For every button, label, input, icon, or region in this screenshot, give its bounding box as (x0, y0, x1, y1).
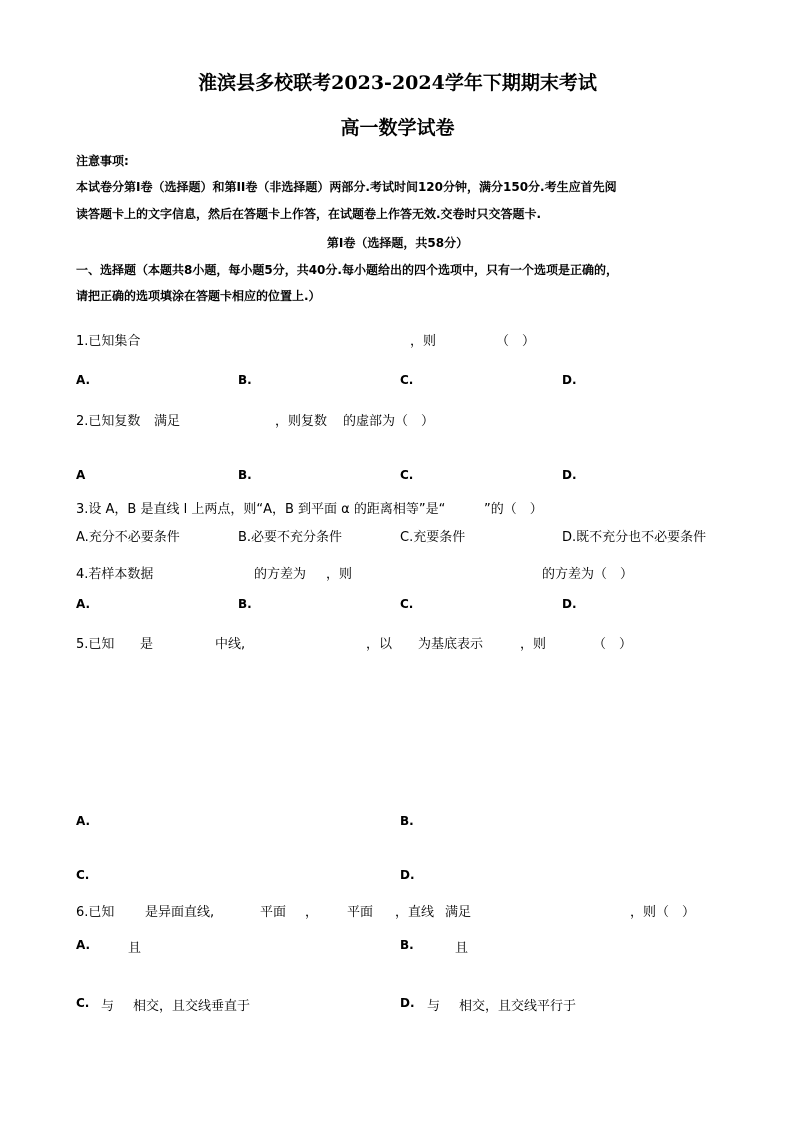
question-4-text: 4.若样本数据 (76, 567, 154, 582)
section-title: 第I卷（选择题，共58分） (326, 236, 469, 250)
option-a: A. (76, 814, 91, 828)
question-6-text: 平面 (347, 905, 374, 920)
question-6-text: ， (305, 905, 319, 920)
option-b: B. (238, 597, 252, 611)
option-b: B. (238, 468, 252, 482)
question-5-text: ，则 (520, 637, 547, 652)
section-instructions-2: 请把正确的选项填涂在答题卡相应的位置上.） (76, 289, 321, 303)
option-c: C. (400, 597, 414, 611)
option-d-text: 与 (427, 999, 441, 1014)
question-1-text: ，则 (410, 334, 437, 349)
question-3-text: ”的（ ） (484, 502, 543, 517)
option-b: B. (238, 373, 252, 387)
option-c-text: 与 (101, 999, 115, 1014)
question-5-text: ，以 (366, 637, 393, 652)
option-b: B.必要不充分条件 (238, 530, 343, 545)
question-6-text: 是异面直线, (145, 905, 215, 920)
question-5-answer-paren: （ ） (593, 637, 633, 652)
option-d: D. (400, 868, 415, 882)
question-4-text: 的方差为（ ） (542, 567, 634, 582)
option-a: A.充分不必要条件 (76, 530, 180, 545)
notice-line-1: 本试卷分第I卷（选择题）和第II卷（非选择题）两部分.考试时间120分钟，满分150分.考生应首先阅 (76, 180, 617, 194)
option-a-text: 且 (128, 941, 142, 956)
option-d: D. (562, 468, 577, 482)
option-c: C. (76, 996, 90, 1010)
question-5-text: 是 (140, 637, 154, 652)
option-c: C. (400, 468, 414, 482)
question-6-text: 满足 (445, 905, 472, 920)
option-c: C. (400, 373, 414, 387)
option-a: A. (76, 373, 91, 387)
option-a: A. (76, 597, 91, 611)
notice-line-2: 读答题卡上的文字信息，然后在答题卡上作答，在试题卷上作答无效.交卷时只交答题卡. (76, 207, 542, 221)
question-2-text: 的虚部为（ ） (343, 414, 435, 429)
option-d: D. (562, 597, 577, 611)
question-6-text: 6.已知 (76, 905, 115, 920)
option-a: A. (76, 938, 91, 952)
question-6-text: ，直线 (395, 905, 435, 920)
question-5-text: 为基底表示 (418, 637, 484, 652)
question-5-text: 5.已知 (76, 637, 115, 652)
option-d: D.既不充分也不必要条件 (562, 530, 707, 545)
question-4-text: ，则 (326, 567, 353, 582)
option-b-text: 且 (455, 941, 469, 956)
option-c: C.充要条件 (400, 530, 466, 545)
question-6-text: ，则（ ） (630, 905, 696, 920)
option-a: A (76, 468, 86, 482)
section-instructions-1: 一、选择题（本题共8小题，每小题5分，共40分.每小题给出的四个选项中，只有一个选项是正确的， (76, 263, 618, 277)
question-1-text: 1.已知集合 (76, 334, 141, 349)
option-c-text: 相交，且交线垂直于 (133, 999, 251, 1014)
question-2-text: 满足 (154, 414, 181, 429)
option-d: D. (562, 373, 577, 387)
notice-heading: 注意事项: (76, 154, 129, 168)
option-c: C. (76, 868, 90, 882)
question-2-text: 2.已知复数 (76, 414, 141, 429)
question-6-text: 平面 (260, 905, 287, 920)
question-2-text: ，则复数 (275, 414, 328, 429)
question-3-text: 3.设 A，B 是直线 l 上两点，则“A，B 到平面 α 的距离相等”是“ (76, 502, 446, 517)
question-4-text: 的方差为 (254, 567, 307, 582)
option-b: B. (400, 938, 414, 952)
exam-title: 淮滨县多校联考2023-2024学年下期期末考试 (198, 72, 597, 94)
question-1-answer-paren: （ ） (496, 334, 536, 349)
exam-subtitle: 高一数学试卷 (340, 117, 455, 139)
option-d: D. (400, 996, 415, 1010)
option-d-text: 相交，且交线平行于 (459, 999, 577, 1014)
question-5-text: 中线, (215, 637, 246, 652)
option-b: B. (400, 814, 414, 828)
